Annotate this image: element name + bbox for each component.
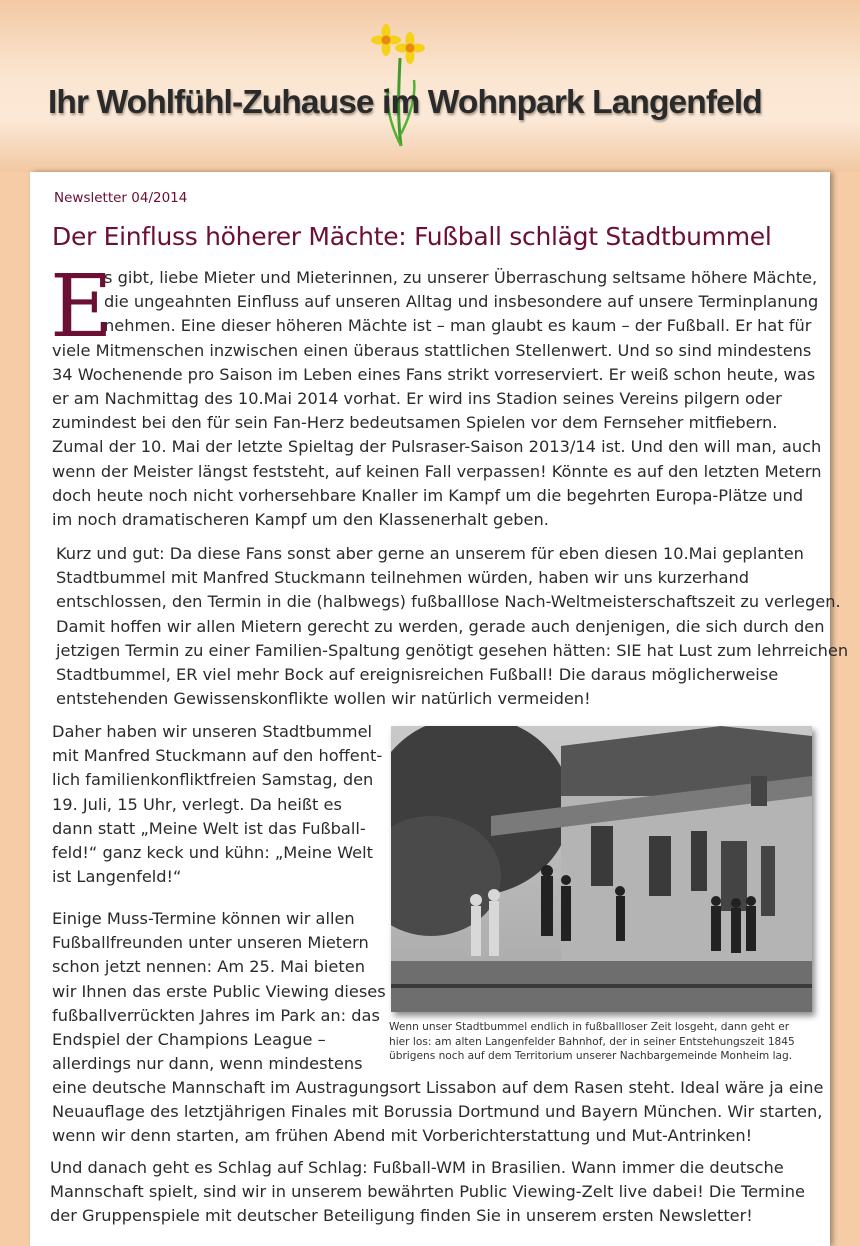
text-line: zumindest bei den für sein Fan-Herz bedeutsamen Spielen vor dem Fernseher mitfiebern. (52, 413, 778, 433)
text-line: viele Mitmenschen inzwischen einen überaus stattlichen Stellenwert. Und so sind mindestens (52, 340, 812, 360)
text-line: wenn wir denn starten, am frühen Abend mit Vorberichterstattung und Mut-Antrinken! (52, 1126, 753, 1146)
text-line: 34 Wochenende pro Saison im Leben eines Fans strikt vorreserviert. Er weiß schon heute, was (52, 364, 816, 384)
text-line: doch heute noch nicht vorhersehbare Knaller im Kampf um die begehrten Europa-Plätze und (52, 485, 804, 505)
text-line: Endspiel der Champions League – (52, 1029, 326, 1049)
article-headline: Der Einfluss höherer Mächte: Fußball schlägt Stadtbummel (52, 222, 772, 251)
paragraph-5 (50, 1156, 805, 1229)
text-line: fußballverrückten Jahres im Park an: das (52, 1005, 380, 1025)
text-line: im noch dramatischeren Kampf um den Klassenerhalt geben. (52, 509, 549, 529)
paragraph-4-narrow (52, 907, 386, 1076)
caption-line: übrigens noch auf dem Territorium unserer Nachbargemeinde Monheim lag. (389, 1050, 793, 1063)
drop-cap: E (50, 257, 113, 357)
text-line: allerdings nur dann, wenn mindestens (52, 1054, 363, 1074)
text-line: Einige Muss-Termine können wir allen (52, 909, 355, 928)
text-line: Zumal der 10. Mai der letzte Spieltag der Pulsraser-Saison 2013/14 ist. Und den will man, auch (52, 437, 822, 457)
text-line: er am Nachmittag des 10.Mai 2014 vorhat. Er wird ins Stadion seines Vereins pilgern oder (52, 388, 782, 408)
text-line: Fußballfreunden unter unseren Mietern (52, 933, 369, 953)
train-station-image (391, 726, 812, 1012)
text-line: feld!“ ganz keck und kühn: „Meine Welt (52, 842, 373, 862)
text-line: Stadtbummel mit Manfred Stuckmann teilnehmen würden, haben wir uns kurzerhand (56, 568, 749, 588)
text-line: mit Manfred Stuckmann auf den hoffent- (52, 746, 383, 766)
text-line: entstehenden Gewissenskonflikte wollen wir natürlich vermeiden! (56, 689, 591, 709)
paragraph-3 (52, 720, 382, 889)
text-line: der Gruppenspiele mit deutscher Beteiligung finden Sie in unserem ersten Newsletter! (50, 1206, 753, 1226)
text-line: nehmen. Eine dieser höheren Mächte ist – man glaubt es kaum – der Fußball. Er hat für (104, 316, 812, 336)
text-line: s gibt, liebe Mieter und Mieterinnen, zu unserer Überraschung seltsame höhere Mächte, (104, 268, 818, 287)
newsletter-issue-label: Newsletter 04/2014 (54, 190, 188, 206)
caption-line: hier los: am alten Langenfelder Bahnhof, der in seiner Entstehungszeit 1845 (389, 1035, 795, 1048)
text-line: Mannschaft spielt, sind wir in unserem bewährten Public Viewing-Zelt live dabei! Die Termine (50, 1182, 805, 1202)
text-line: eine deutsche Mannschaft im Austragungsort Lissabon auf dem Rasen steht. Ideal wäre ja eine (52, 1078, 824, 1097)
text-line: Damit hoffen wir allen Mietern gerecht zu werden, gerade auch denjenigen, die sich durch den (56, 616, 825, 636)
paragraph-4 (52, 1076, 824, 1149)
photo-caption (389, 1020, 829, 1064)
text-line: entschlossen, den Termin in die (halbwegs) fußballlose Nach-Weltmeisterschaftszeit zu verlegen. (56, 592, 841, 612)
text-line: schon jetzt nennen: Am 25. Mai bieten (52, 957, 365, 977)
newsletter-header (0, 0, 860, 172)
text-line: jetzigen Termin zu einer Familien-Spaltung genötigt gesehen hätten: SIE hat Lust zum lehrreichen (56, 640, 849, 660)
text-line: Kurz und gut: Da diese Fans sonst aber gerne an unserem für eben diesen 10.Mai geplanten (56, 544, 804, 563)
caption-line: Wenn unser Stadtbummel endlich in fußballloser Zeit losgeht, dann geht er (389, 1021, 790, 1033)
text-line: wenn der Meister längst feststeht, auf keinen Fall verpassen! Könnte es auf den letzten Metern (52, 461, 822, 481)
text-line: 19. Juli, 15 Uhr, verlegt. Da heißt es (52, 794, 342, 814)
paragraph-1 (52, 339, 821, 533)
text-line: Neuauflage des letztjährigen Finales mit Borussia Dortmund und Bayern München. Wir starten, (52, 1102, 823, 1122)
text-line: dann statt „Meine Welt ist das Fußball- (52, 818, 366, 838)
text-line: Daher haben wir unseren Stadtbummel (52, 722, 373, 741)
text-line: Stadtbummel, ER viel mehr Bock auf ereignisreichen Fußball! Die daraus möglicherweise (56, 664, 779, 684)
site-title: Ihr Wohlfühl-Zuhause im Wohnpark Langenfeld (48, 84, 762, 121)
text-line: die ungeahnten Einfluss auf unseren Alltag und insbesondere auf unsere Terminplanung (104, 292, 819, 312)
text-line: ist Langenfeld!“ (52, 867, 182, 887)
text-line: lich familienkonfliktfreien Samstag, den (52, 770, 374, 790)
text-line: wir Ihnen das erste Public Viewing dieses (52, 981, 386, 1001)
historic-station-photo (391, 726, 812, 1012)
paragraph-2 (56, 542, 848, 711)
paragraph-1-indented (104, 266, 818, 339)
text-line: Und danach geht es Schlag auf Schlag: Fußball-WM in Brasilien. Wann immer die deutsche (50, 1158, 784, 1177)
